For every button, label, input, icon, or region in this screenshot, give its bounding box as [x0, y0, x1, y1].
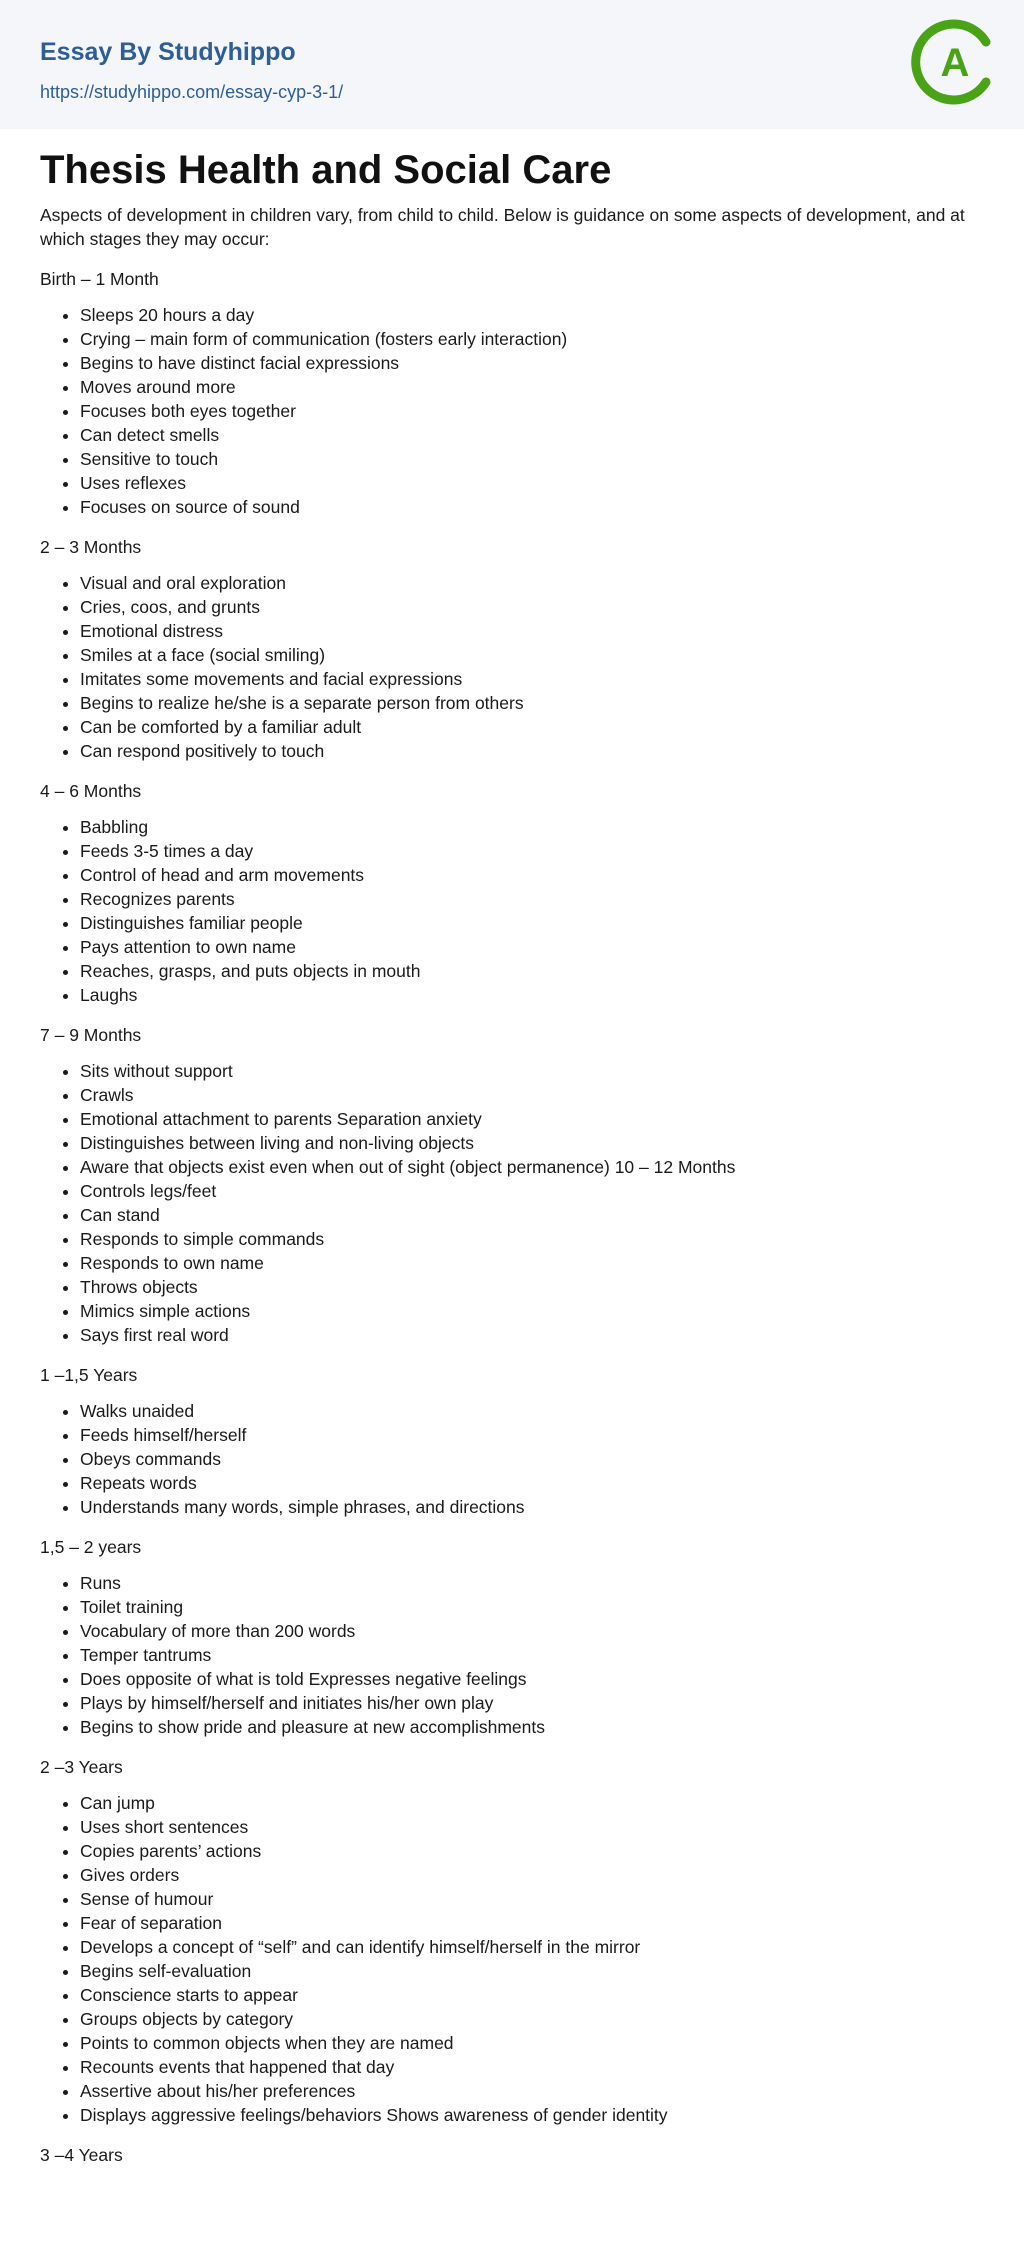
- section-heading: 1,5 – 2 years: [40, 1537, 142, 1557]
- source-url-link[interactable]: https://studyhippo.com/essay-cyp-3-1/: [40, 82, 344, 102]
- list-item: • Gives orders: [80, 1863, 984, 1887]
- list-item: • Develops a concept of “self” and can identify himself/herself in the mirror: [80, 1935, 984, 1959]
- list-item: • Recognizes parents: [80, 887, 984, 911]
- list-item: • Can be comforted by a familiar adult: [80, 715, 984, 739]
- list-item: • Imitates some movements and facial expressions: [80, 667, 984, 691]
- list-item: • Can jump: [80, 1791, 984, 1815]
- list-item: • Displays aggressive feelings/behaviors Shows awareness of gender identity: [80, 2103, 984, 2127]
- list-item: • Points to common objects when they are named: [80, 2031, 984, 2055]
- list-item: • Crying – main form of communication (fosters early interaction): [80, 327, 984, 351]
- milestone-list: [40, 571, 984, 763]
- list-item: • Can detect smells: [80, 423, 984, 447]
- list-item: • Feeds 3-5 times a day: [80, 839, 984, 863]
- section-heading: Birth – 1 Month: [40, 269, 159, 289]
- list-item: • Can respond positively to touch: [80, 739, 984, 763]
- list-item: • Understands many words, simple phrases, and directions: [80, 1495, 984, 1519]
- list-item: • Can stand: [80, 1203, 984, 1227]
- list-item: • Visual and oral exploration: [80, 571, 984, 595]
- milestone-list: [40, 815, 984, 1007]
- list-item: • Responds to own name: [80, 1251, 984, 1275]
- section-heading: 3 –4 Years: [40, 2145, 123, 2165]
- list-item: • Begins to show pride and pleasure at new accomplishments: [80, 1715, 984, 1739]
- list-item: • Temper tantrums: [80, 1643, 984, 1667]
- list-item: • Reaches, grasps, and puts objects in mouth: [80, 959, 984, 983]
- list-item: • Does opposite of what is told Expresses negative feelings: [80, 1667, 984, 1691]
- list-item: • Recounts events that happened that day: [80, 2055, 984, 2079]
- list-item: • Mimics simple actions: [80, 1299, 984, 1323]
- studyhippo-logo-icon[interactable]: [910, 18, 998, 106]
- brand-name[interactable]: Essay By Studyhippo: [40, 38, 296, 66]
- list-item: • Begins to realize he/she is a separate person from others: [80, 691, 984, 715]
- milestone-list: [40, 1399, 984, 1519]
- list-item: • Sensitive to touch: [80, 447, 984, 471]
- list-item: • Control of head and arm movements: [80, 863, 984, 887]
- list-item: • Moves around more: [80, 375, 984, 399]
- list-item: • Distinguishes between living and non-living objects: [80, 1131, 984, 1155]
- list-item: • Says first real word: [80, 1323, 984, 1347]
- list-item: • Walks unaided: [80, 1399, 984, 1423]
- intro-paragraph: Aspects of development in children vary, from child to child. Below is guidance on some aspects of development, and at which stages they may occur:: [40, 205, 965, 249]
- list-item: • Assertive about his/her preferences: [80, 2079, 984, 2103]
- list-item: • Obeys commands: [80, 1447, 984, 1471]
- list-item: • Uses reflexes: [80, 471, 984, 495]
- list-item: • Begins to have distinct facial expressions: [80, 351, 984, 375]
- development-sections: [40, 267, 984, 2167]
- list-item: • Focuses on source of sound: [80, 495, 984, 519]
- list-item: • Fear of separation: [80, 1911, 984, 1935]
- essay-body: [0, 145, 1024, 2167]
- section-heading: 4 – 6 Months: [40, 781, 142, 801]
- list-item: • Runs: [80, 1571, 984, 1595]
- list-item: • Distinguishes familiar people: [80, 911, 984, 935]
- list-item: • Controls legs/feet: [80, 1179, 984, 1203]
- section-heading: 2 – 3 Months: [40, 537, 142, 557]
- section-heading: 1 –1,5 Years: [40, 1365, 138, 1385]
- list-item: • Feeds himself/herself: [80, 1423, 984, 1447]
- list-item: • Uses short sentences: [80, 1815, 984, 1839]
- list-item: • Copies parents’ actions: [80, 1839, 984, 1863]
- page-title: Thesis Health and Social Care: [40, 148, 612, 192]
- list-item: • Conscience starts to appear: [80, 1983, 984, 2007]
- list-item: • Babbling: [80, 815, 984, 839]
- list-item: • Smiles at a face (social smiling): [80, 643, 984, 667]
- list-item: • Plays by himself/herself and initiates his/her own play: [80, 1691, 984, 1715]
- milestone-list: [40, 1059, 984, 1347]
- section-heading: 2 –3 Years: [40, 1757, 123, 1777]
- list-item: • Responds to simple commands: [80, 1227, 984, 1251]
- list-item: • Cries, coos, and grunts: [80, 595, 984, 619]
- list-item: • Emotional distress: [80, 619, 984, 643]
- list-item: • Throws objects: [80, 1275, 984, 1299]
- logo-letter: A: [940, 41, 970, 85]
- list-item: • Sleeps 20 hours a day: [80, 303, 984, 327]
- list-item: • Aware that objects exist even when out of sight (object permanence) 10 – 12 Months: [80, 1155, 984, 1179]
- milestone-list: [40, 303, 984, 519]
- list-item: • Groups objects by category: [80, 2007, 984, 2031]
- list-item: • Focuses both eyes together: [80, 399, 984, 423]
- list-item: • Emotional attachment to parents Separation anxiety: [80, 1107, 984, 1131]
- list-item: • Sense of humour: [80, 1887, 984, 1911]
- list-item: • Sits without support: [80, 1059, 984, 1083]
- site-header: [0, 0, 1024, 129]
- section-heading: 7 – 9 Months: [40, 1025, 142, 1045]
- list-item: • Toilet training: [80, 1595, 984, 1619]
- list-item: • Repeats words: [80, 1471, 984, 1495]
- milestone-list: [40, 1791, 984, 2127]
- list-item: • Vocabulary of more than 200 words: [80, 1619, 984, 1643]
- list-item: • Laughs: [80, 983, 984, 1007]
- list-item: • Crawls: [80, 1083, 984, 1107]
- milestone-list: [40, 1571, 984, 1739]
- list-item: • Begins self-evaluation: [80, 1959, 984, 1983]
- list-item: • Pays attention to own name: [80, 935, 984, 959]
